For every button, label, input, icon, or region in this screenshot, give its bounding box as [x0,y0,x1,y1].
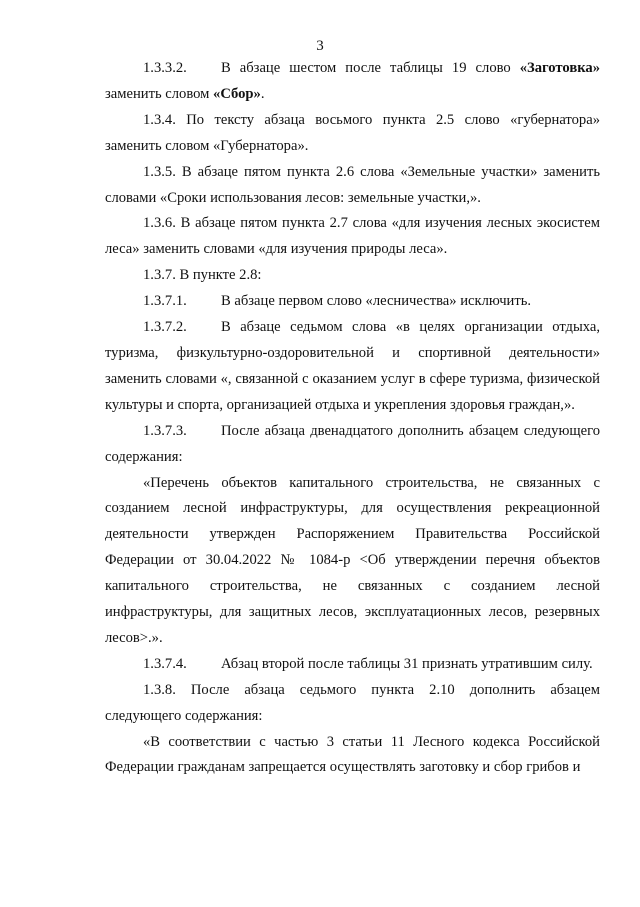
paragraph-1-3-7: 1.3.7. В пункте 2.8: [143,267,262,284]
bold-word-zagotovka: «Заготовка» [519,60,600,76]
paragraph-quote-list: «Перечень объектов капитального строительства, не связанных с созданием лесной инфраструктуры, для осуществления рекреационной деятельности утвержден Распоряжением Правительства Российской Федерации от 30.04.2022 № 1084-р <Об утверждении перечня объектов капитального строительства, не связанных с созданием лесной инфраструктуры, для защитных лесов, эксплуатационных лесов, резервных лесов>.». [105,474,600,646]
paragraph-1-3-7-1: 1.3.7.1. В абзаце первом слово «лесничества» исключить. [105,289,600,315]
clause-number: 1.3.7.3. [143,422,187,439]
paragraph-1-3-5: 1.3.5. В абзаце пятом пункта 2.6 слова «Земельные участки» заменить словами «Сроки использования лесов: земельные участки,». [105,163,600,206]
document-body [105,56,600,781]
clause-number: 1.3.7.1. [143,293,187,310]
paragraph-quote-forest-code: «В соответствии с частью 3 статьи 11 Лесного кодекса Российской Федерации гражданам запрещается осуществлять заготовку и сбор грибов и [105,733,600,776]
paragraph-1-3-4: 1.3.4. По тексту абзаца восьмого пункта 2.5 слово «губернатора» заменить словом «Губернатора». [105,111,600,154]
paragraph-1-3-7-4: 1.3.7.4. Абзац второй после таблицы 31 признать утратившим силу. [105,652,600,678]
clause-number: 1.3.7.2. [143,319,187,336]
paragraph-1-3-7-2: 1.3.7.2. В абзаце седьмом слова «в целях организации отдыха, туризма, физкультурно-оздоровительной и спортивной деятельности» заменить словами «, связанной с оказанием услуг в сфере туризма, физической культуры и спорта, организацией отдыха и укрепления здоровья граждан,». [105,315,600,419]
page-number: 3 [316,38,324,54]
clause-number: 1.3.3.2. [143,60,187,76]
paragraph-1-3-8: 1.3.8. После абзаца седьмого пункта 2.10 дополнить абзацем следующего содержания: [105,681,600,724]
paragraph-1-3-3-2: 1.3.3.2. В абзаце шестом после таблицы 19 слово «Заготовка» заменить словом «Сбор». [105,56,600,108]
paragraph-1-3-6: 1.3.6. В абзаце пятом пункта 2.7 слова «для изучения лесных экосистем леса» заменить словами «для изучения природы леса». [105,215,600,258]
clause-number: 1.3.7.4. [143,655,187,672]
bold-word-sbor: «Сбор» [213,85,261,102]
paragraph-1-3-7-3: 1.3.7.3. После абзаца двенадцатого дополнить абзацем следующего содержания: [105,419,600,471]
